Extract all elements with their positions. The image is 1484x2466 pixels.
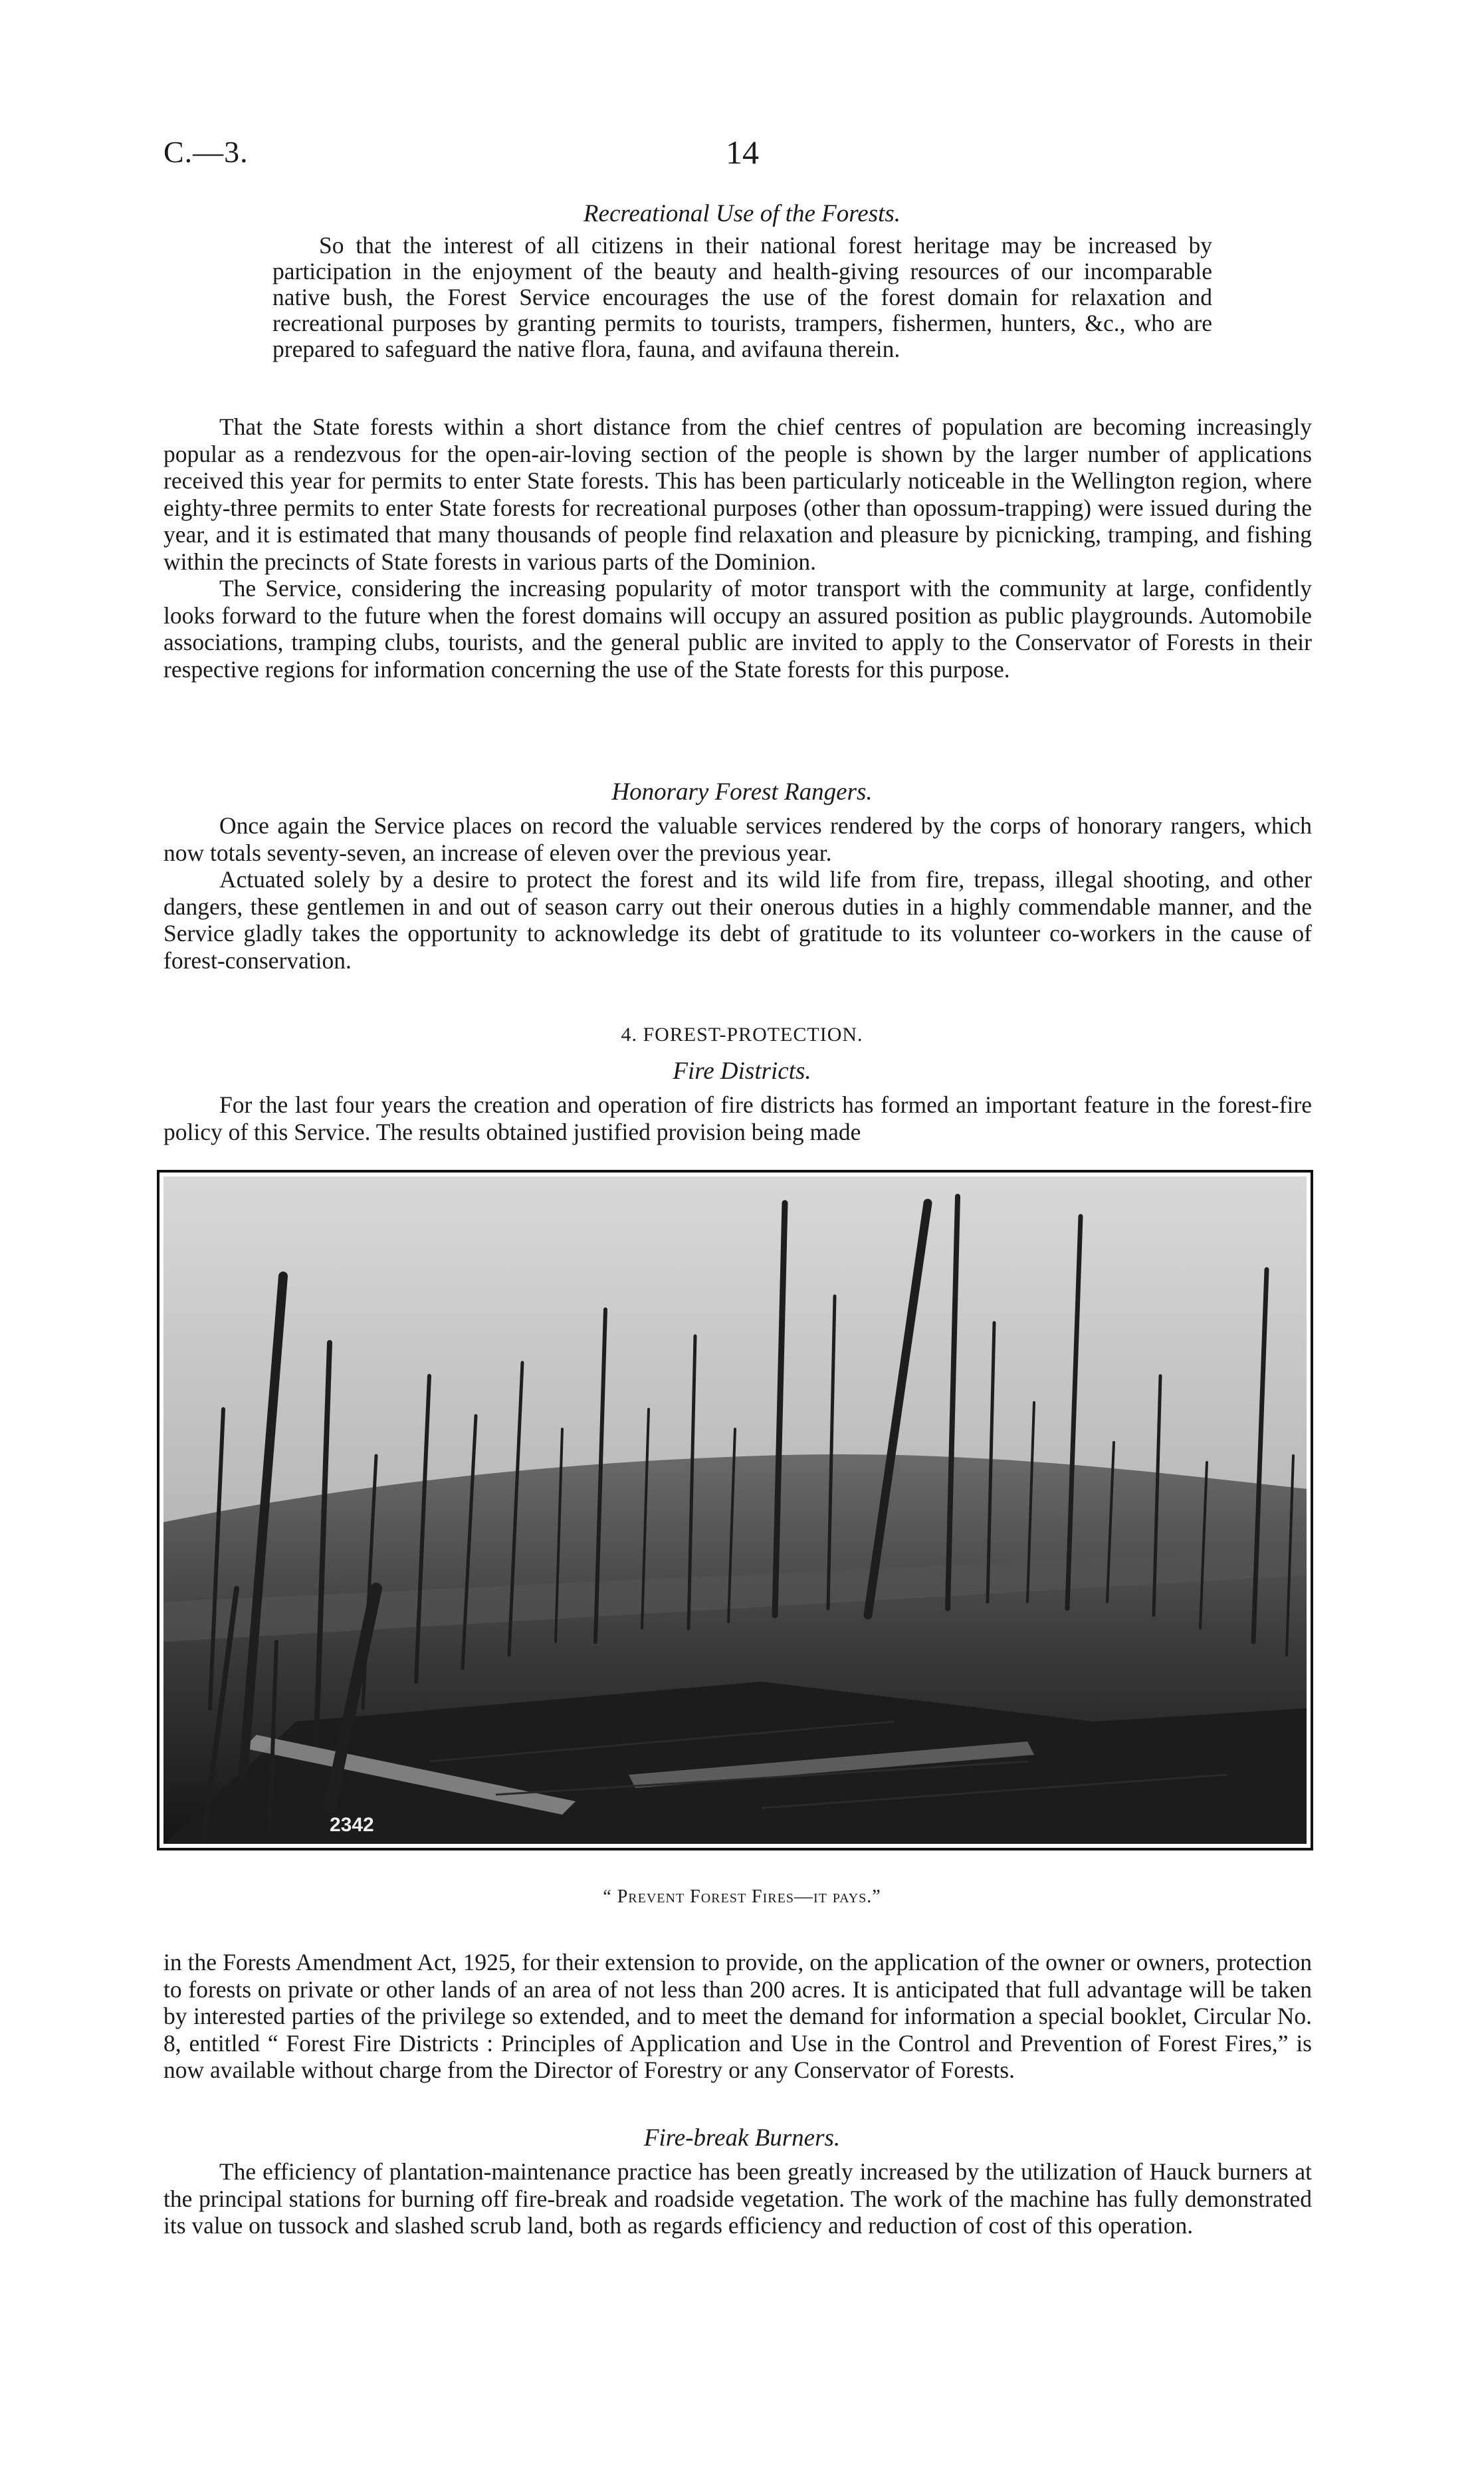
- fire-districts-paragraph-1: For the last four years the creation and operation of fire districts has formed an important feature in the forest-fire policy of this Service. The results obtained justified provision being made: [163, 1091, 1312, 1145]
- recreational-intro-paragraph: So that the interest of all citizens in their national forest heritage may be increased by participation in the enjoyment of the beauty and health-giving resources of our incomparable native bush, the Forest Service encourages the use of the forest domain for relaxation and recreational purposes by granting permits to tourists, trampers, fishermen, hunters, &c., who are prepared to safeguard the native flora, fauna, and avifauna therein.: [272, 232, 1212, 362]
- page-number: 14: [726, 134, 759, 171]
- recreational-paragraph-2: The Service, considering the increasing popularity of motor transport with the community at large, confidently looks forward to the future when the forest domains will occupy an assured position as public playgrounds. Automobile associations, tramping clubs, tourists, and the general public are invited to apply to the Conservator of Forests in their respective regions for information concerning the use of the State forests for this purpose.: [163, 575, 1312, 683]
- section-heading-fire-break-burners: Fire-break Burners.: [643, 2124, 841, 2152]
- fire-districts-body: [163, 1091, 1312, 1145]
- recreational-intro-block: [272, 233, 1212, 362]
- rangers-paragraph-2: Actuated solely by a desire to protect the forest and its wild life from fire, trepass, illegal shooting, and other dangers, these gentlemen in and out of season carry out their onerous duties in a highly commendable manner, and the Service gladly takes the opportunity to acknowledge its debt of gratitude to its volunteer co-workers in the cause of forest-conservation.: [163, 866, 1312, 974]
- section-heading-rangers: Honorary Forest Rangers.: [611, 778, 873, 806]
- recreational-body: [163, 413, 1312, 683]
- burners-paragraph-1: The efficiency of plantation-maintenance practice has been greatly increased by the utilization of Hauck burners at the principal stations for burning off fire-break and roadside vegetation. The work of the machine has fully demonstrated its value on tussock and slashed scrub land, both as regards efficiency and reduction of cost of this operation.: [163, 2158, 1312, 2239]
- continuation-body: [163, 1949, 1312, 2084]
- photo-plate-number: 2342: [330, 1814, 374, 1836]
- section-heading-forest-protection: 4. FOREST-PROTECTION.: [621, 1024, 863, 1046]
- rangers-paragraph-1: Once again the Service places on record the valuable services rendered by the corps of honorary rangers, which now totals seventy-seven, an increase of eleven over the previous year.: [163, 812, 1312, 866]
- burners-body: [163, 2158, 1312, 2239]
- photo-caption: [0, 1886, 1484, 1908]
- subheading-fire-districts: Fire Districts.: [673, 1058, 811, 1085]
- photo-caption-text: “ Prevent Forest Fires—it pays.”: [603, 1886, 881, 1907]
- page-reference: C.—3.: [163, 135, 249, 169]
- continuation-paragraph-1: in the Forests Amendment Act, 1925, for their extension to provide, on the application of the owner or owners, protection to forests on private or other lands of an area of not less than 200 acres. It is anticipated that full advantage will be taken by interested parties of the privilege so extended, and to meet the demand for information a special booklet, Circular No. 8, entitled “ Forest Fire Districts : Principles of Application and Use in the Control and Prevention of Forest Fires,” is now available without charge from the Director of Forestry or any Conservator of Forests.: [163, 1949, 1312, 2083]
- burnt-forest-photograph: [157, 1170, 1313, 1850]
- rangers-body: [163, 812, 1312, 974]
- photograph-image: [163, 1177, 1307, 1844]
- section-heading-recreational: Recreational Use of the Forests.: [583, 200, 901, 227]
- recreational-paragraph-1: That the State forests within a short distance from the chief centres of population are becoming increasingly popular as a rendezvous for the open-air-loving section of the people is shown by the larger number of applications received this year for permits to enter State forests. This has been particularly noticeable in the Wellington region, where eighty-three permits to enter State forests for recreational purposes (other than opossum-trapping) were issued during the year, and it is estimated that many thousands of people find relaxation and pleasure by picnicking, tramping, and fishing within the precincts of State forests in various parts of the Dominion.: [163, 413, 1312, 575]
